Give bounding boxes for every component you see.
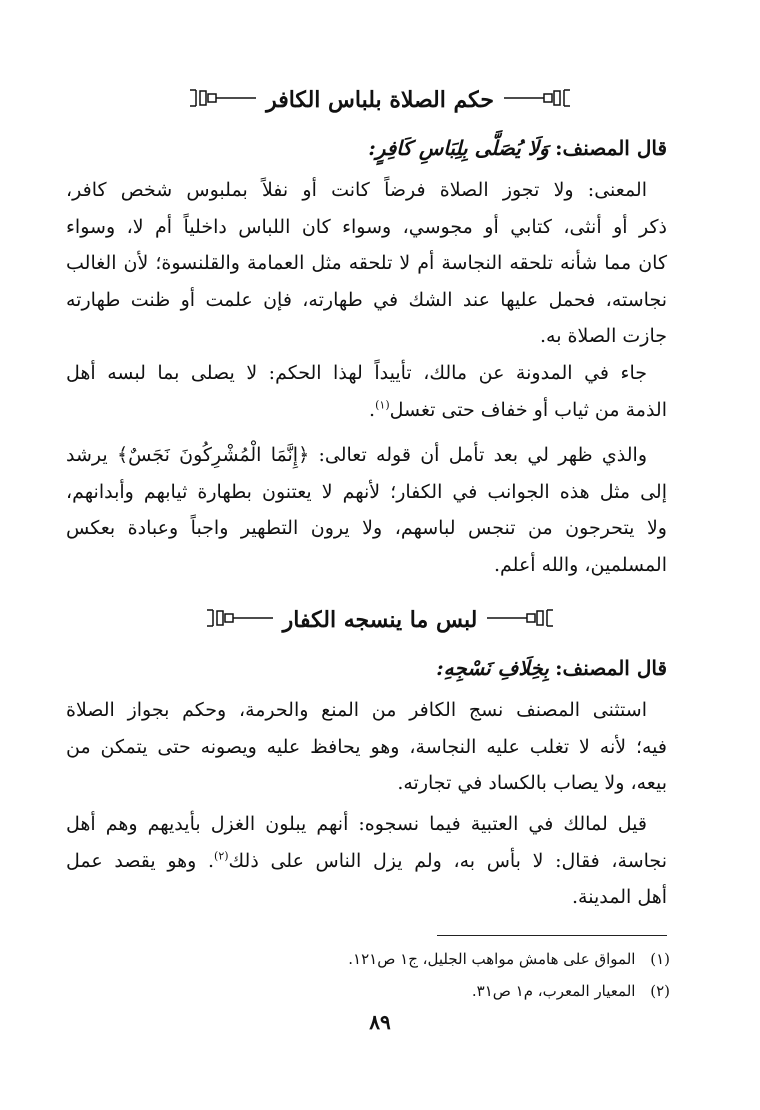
author-quote: وَلَا يُصَلَّى بِلِبَاسِ كَافِرٍ: <box>368 136 549 160</box>
text-segment: الذمة من ثياب أو خفاف حتى تغسل <box>389 398 667 421</box>
paragraph <box>66 172 667 355</box>
text-segment: . وهو يقصد عمل <box>66 849 215 872</box>
text-line: أهل المدينة. <box>572 886 667 908</box>
footnote-text: المواق على هامش مواهب الجليل، ج١ ص١٢١. <box>348 950 636 968</box>
text-line: ولا يتحرجون من تنجس لباسهم، ولا يرون التطهير واجباً وعبادة بعكس <box>66 517 667 539</box>
text-line: فيه؛ لأنه لا تغلب عليه النجاسة، وهو يحافظ عليه ويصونه حتى يتمكن من <box>66 735 667 758</box>
text-line <box>66 843 667 880</box>
footnote-divider <box>437 935 667 936</box>
footnote-number: (١) <box>650 950 670 968</box>
paragraph <box>66 355 667 428</box>
section-heading-2 <box>80 600 680 640</box>
ornament-right-icon <box>487 608 567 632</box>
ornament-left-icon <box>176 88 256 112</box>
text-line: ذكر أو أنثى، كتابي أو مجوسي، وسواء كان اللباس داخلياً أم لا، وسواء <box>66 215 667 238</box>
footnote-ref: (١) <box>375 398 390 412</box>
author-label: قال المصنف: <box>555 136 667 160</box>
text-line: جازت الصلاة به. <box>539 325 667 347</box>
footnote <box>160 977 670 1005</box>
text-line: كان مما شأنه تلحقه النجاسة أم لا تلحقه مثل العمامة والقلنسوة؛ لأن الغالب <box>66 252 667 274</box>
text-line: جاء في المدونة عن مالك، تأييداً لهذا الحكم: لا يصلى بما لبسه أهل <box>66 362 647 384</box>
text-segment: . <box>369 398 376 421</box>
text-line: نجاسته، فحمل عليها عند الشك في طهارته، فإن علمت أو ظنت طهارته <box>66 288 667 311</box>
footnote-text: المعيار المعرب، م١ ص٣١. <box>471 982 636 1000</box>
ornament-right-icon <box>504 88 584 112</box>
footnote-ref: (٢) <box>214 849 229 863</box>
ornament-left-icon <box>193 608 273 632</box>
paragraph <box>66 806 667 916</box>
paragraph <box>66 692 667 802</box>
text-line: استثنى المصنف نسج الكافر من المنع والحرمة، وحكم بجواز الصلاة <box>66 699 647 721</box>
text-line: قيل لمالك في العتبية فيما نسجوه: أنهم يبلون الغزل بأيديهم وهم أهل <box>66 813 647 835</box>
heading-title: لبس ما ينسجه الكفار <box>282 607 478 633</box>
author-label: قال المصنف: <box>555 656 667 680</box>
footnote <box>160 945 670 973</box>
footnote-number: (٢) <box>650 982 670 1000</box>
page-number: ٨٩ <box>369 1010 391 1034</box>
author-quote: بِخِلَافِ نَسْجِهِ: <box>436 656 549 680</box>
text-segment: نجاسة، فقال: لا بأس به، ولم يزل الناس على ذلك <box>228 849 667 872</box>
author-quote-line <box>70 650 667 686</box>
heading-title: حكم الصلاة بلباس الكافر <box>266 87 494 113</box>
text-line: والذي ظهر لي بعد تأمل أن قوله تعالى: ﴿إِنَّمَا الْمُشْرِكُونَ نَجَسٌ﴾ يرشد <box>66 444 647 466</box>
section-heading-1 <box>80 80 680 120</box>
text-line: المسلمين، والله أعلم. <box>494 553 667 576</box>
text-line: المعنى: ولا تجوز الصلاة فرضاً كانت أو نفلاً بملبوس شخص كافر، <box>66 179 647 201</box>
text-line <box>66 392 667 429</box>
paragraph <box>66 437 667 583</box>
author-quote-line <box>70 130 667 166</box>
text-line: إلى مثل هذه الجوانب في الكفار؛ لأنهم لا يعتنون بطهارة ثيابهم وأبدانهم، <box>66 480 667 503</box>
text-line: بيعه، ولا يصاب بالكساد في تجارته. <box>397 772 667 794</box>
